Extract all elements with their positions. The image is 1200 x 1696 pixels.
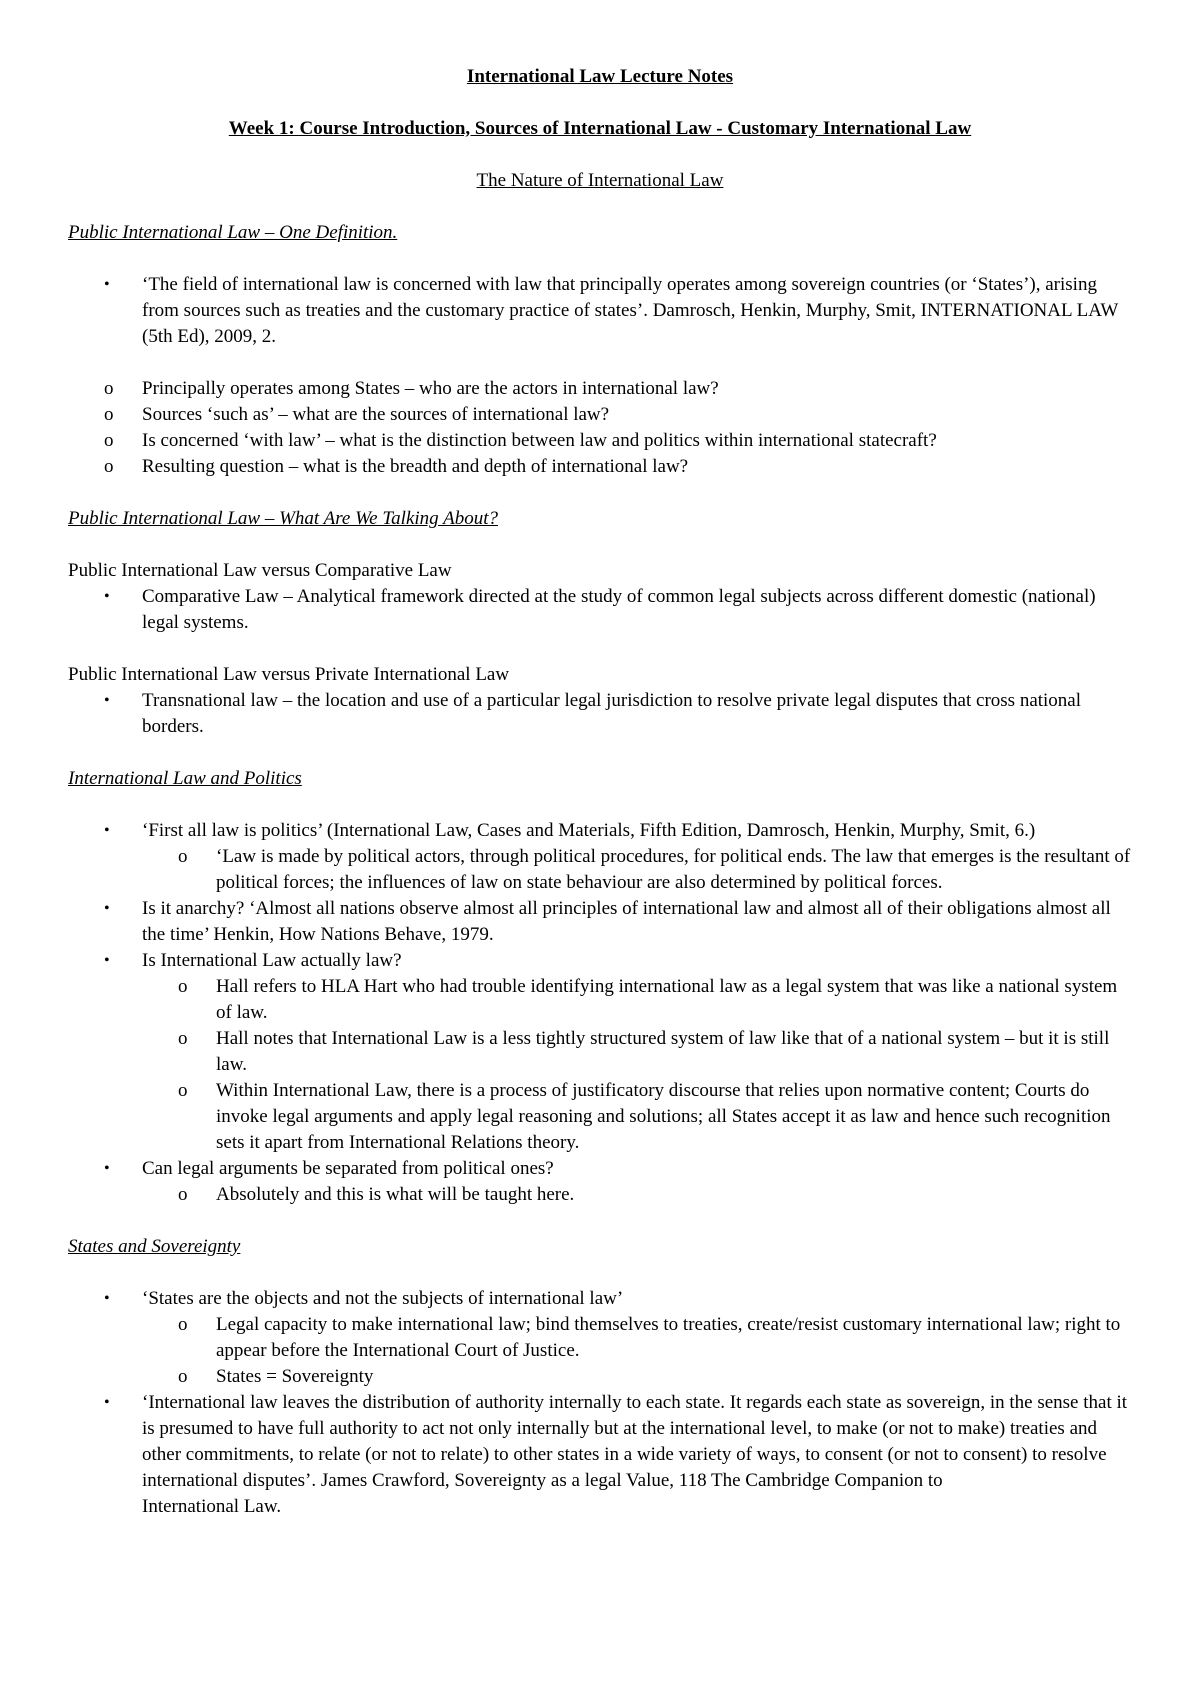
list-item-text: Sources ‘such as’ – what are the sources of international law? [142, 404, 610, 425]
list-item [68, 948, 1132, 974]
paragraph-private-international-law: Public International Law versus Private International Law [68, 664, 510, 685]
circle-bullet-icon: o [178, 1184, 188, 1205]
document-title: International Law Lecture Notes [466, 66, 734, 87]
list-item [68, 844, 1132, 896]
list-item-text: Legal capacity to make international law; bind themselves to treaties, create/resist customary international law; right to appear before the International Court of Justice. [216, 1314, 1121, 1361]
list-item [68, 1390, 1132, 1520]
list-item-text-continuation: International Law. [142, 1496, 282, 1517]
list-item [68, 1026, 1132, 1078]
list-item [68, 1286, 1132, 1312]
list-item [68, 402, 1132, 428]
list-item [68, 272, 1132, 350]
subheading-what-are-we-talking-about: Public International Law – What Are We Talking About? [68, 508, 498, 529]
circle-bullet-icon: o [104, 378, 114, 399]
circle-bullet-icon: o [104, 430, 114, 451]
bullet-icon: • [104, 952, 110, 969]
list-item [68, 584, 1132, 636]
list-item [68, 1182, 1132, 1208]
list-item-text: Within International Law, there is a process of justificatory discourse that relies upon normative content; Courts do invoke legal arguments and apply legal reasoning and solutions; all States accept it as law and hence such recognition sets it apart from International Relations theory. [216, 1080, 1111, 1153]
list-item-text: Comparative Law – Analytical framework directed at the study of common legal subjects across different domestic (national) legal systems. [142, 586, 1096, 633]
list-item [68, 1312, 1132, 1364]
list-item-text: ‘First all law is politics’ (International Law, Cases and Materials, Fifth Edition, Damrosch, Henkin, Murphy, Smit, 6.) [142, 820, 1036, 841]
bullet-icon: • [104, 692, 110, 709]
subheading-one-definition: Public International Law – One Definition. [68, 222, 398, 243]
list-item [68, 376, 1132, 402]
bullet-icon: • [104, 588, 110, 605]
list-item [68, 974, 1132, 1026]
subheading-law-and-politics: International Law and Politics [68, 768, 302, 789]
list-item-text: ‘Law is made by political actors, through political procedures, for political ends. The law that emerges is the resultant of political forces; the influences of law on state behaviour are also determined by political forces. [216, 846, 1131, 893]
list-item [68, 1078, 1132, 1156]
circle-bullet-icon: o [178, 1028, 188, 1049]
list-item-text: Hall refers to HLA Hart who had trouble identifying international law as a legal system that was like a national system of law. [216, 976, 1118, 1023]
definition-list [68, 272, 1132, 350]
list-item-text: Hall notes that International Law is a less tightly structured system of law like that of a national system – but it is still law. [216, 1028, 1110, 1075]
definition-quote: ‘The field of international law is concerned with law that principally operates among sovereign countries (or ‘States’), arising from sources such as treaties and the customary practice of states’. Damrosch, Henkin, Murphy, Smit, INTERNATIONAL LAW (5th Ed), 2009, 2. [142, 274, 1119, 347]
list-item [68, 688, 1132, 740]
circle-bullet-icon: o [178, 976, 188, 997]
list-item [68, 1156, 1132, 1182]
circle-bullet-icon: o [178, 1314, 188, 1335]
list-item-text: Resulting question – what is the breadth and depth of international law? [142, 456, 689, 477]
list-item-text: Principally operates among States – who are the actors in international law? [142, 378, 719, 399]
circle-bullet-icon: o [178, 1080, 188, 1101]
bullet-icon: • [104, 900, 110, 917]
bullet-icon: • [104, 1160, 110, 1177]
politics-list [68, 818, 1132, 1208]
list-item [68, 818, 1132, 844]
paragraph-comparative-law: Public International Law versus Comparative Law [68, 560, 452, 581]
week-heading: Week 1: Course Introduction, Sources of International Law - Customary International Law [228, 118, 972, 139]
list-item [68, 428, 1132, 454]
list-item-text: Is concerned ‘with law’ – what is the distinction between law and politics within international statecraft? [142, 430, 937, 451]
list-item-text: Transnational law – the location and use of a particular legal jurisdiction to resolve private legal disputes that cross national borders. [142, 690, 1082, 737]
bullet-icon: • [104, 1290, 110, 1307]
list-item [68, 896, 1132, 948]
circle-bullet-icon: o [104, 404, 114, 425]
section-title-nature: The Nature of International Law [476, 170, 724, 191]
question-list [68, 376, 1132, 480]
comparative-law-list [68, 584, 1132, 636]
subheading-states-and-sovereignty: States and Sovereignty [68, 1236, 241, 1257]
list-item-text: ‘States are the objects and not the subjects of international law’ [142, 1288, 624, 1309]
sovereignty-list [68, 1286, 1132, 1520]
bullet-icon: • [104, 1394, 110, 1411]
private-law-list [68, 688, 1132, 740]
circle-bullet-icon: o [178, 846, 188, 867]
list-item [68, 1364, 1132, 1390]
list-item-text: ‘International law leaves the distribution of authority internally to each state. It regards each state as sovereign, in the sense that it is presumed to have full authority to act not only internally but at the international level, to make (or not to make) treaties and other commitments, to relate (or not to relate) to other states in a wide variety of ways, to consent (or not to consent) to resolve international disputes’. James Crawford, Sovereignty as a legal Value, 118 The Cambridge Companion to [142, 1392, 1128, 1491]
circle-bullet-icon: o [178, 1366, 188, 1387]
list-item-text: Absolutely and this is what will be taught here. [216, 1184, 575, 1205]
bullet-icon: • [104, 822, 110, 839]
list-item-text: States = Sovereignty [216, 1366, 374, 1387]
list-item-text: Is it anarchy? ‘Almost all nations observe almost all principles of international law and almost all of their obligations almost all the time’ Henkin, How Nations Behave, 1979. [142, 898, 1111, 945]
list-item [68, 454, 1132, 480]
bullet-icon: • [104, 276, 110, 293]
circle-bullet-icon: o [104, 456, 114, 477]
list-item-text: Can legal arguments be separated from political ones? [142, 1158, 554, 1179]
list-item-text: Is International Law actually law? [142, 950, 402, 971]
